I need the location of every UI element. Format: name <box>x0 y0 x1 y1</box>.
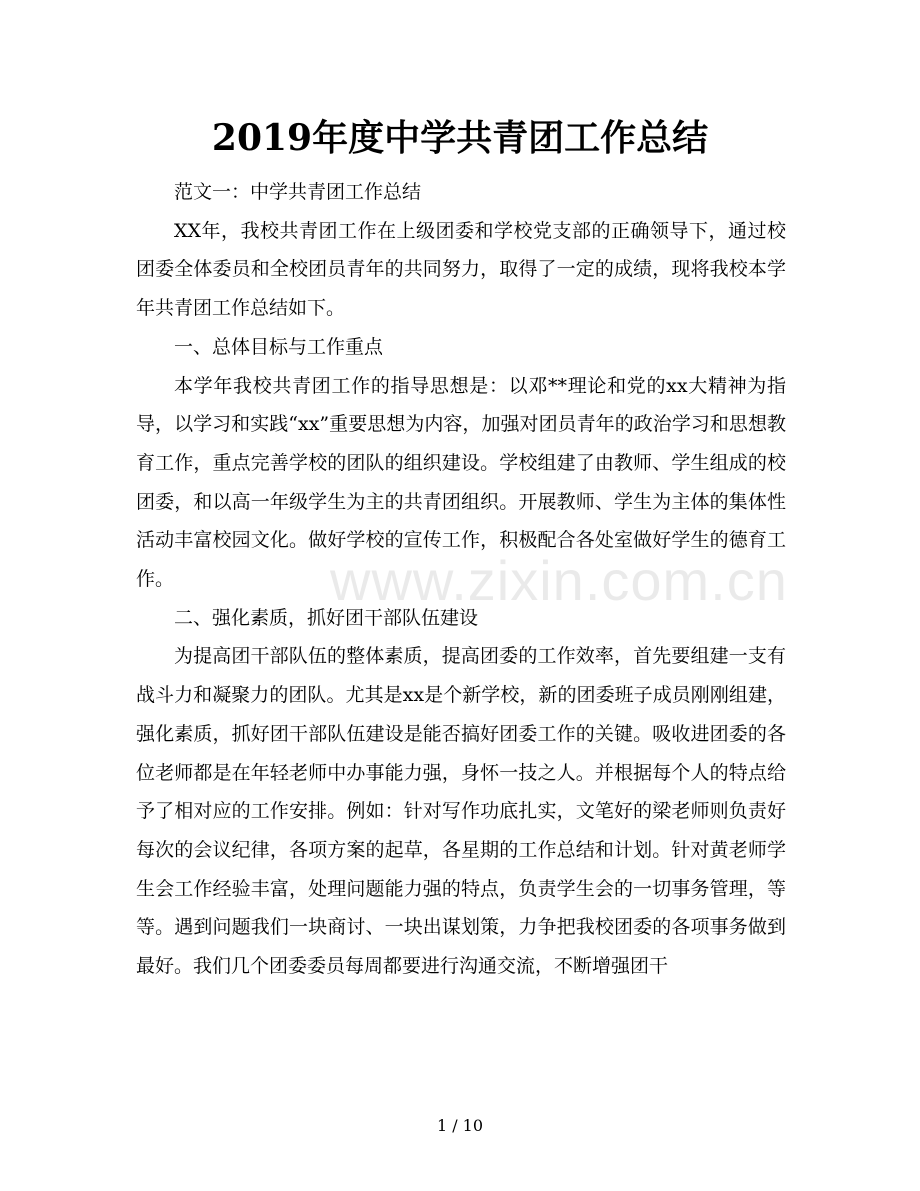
section-heading-2: 二、强化素质，抓好团干部队伍建设 <box>174 606 479 629</box>
page-number: 1 / 10 <box>436 1116 484 1135</box>
paragraph-section-1: 本学年我校共青团工作的指导思想是：以邓**理论和党的xx大精神为指导，以学习和实践“xx”重要思想为内容，加强对团员青年的政治学习和思想教育工作，重点完善学校的团队的组织建设。学校组建了由教师、学生组成的校团委，和以高一年级学生为主的共青团组织。开展教师、学生为主体的集体性活动丰富校园文化。做好学校的宣传工作，积极配合各处室做好学生的德育工作。 <box>136 374 786 591</box>
paragraph-sample-heading: 范文一：中学共青团工作总结 <box>174 181 422 203</box>
section-heading-1: 一、总体目标与工作重点 <box>174 335 384 358</box>
paragraph-section-2: 为提高团干部队伍的整体素质，提高团委的工作效率，首先要组建一支有战斗力和凝聚力的团队。尤其是xx是个新学校，新的团委班子成员刚刚组建，强化素质，抓好团干部队伍建设是能否搞好团委工作的关键。吸收进团委的各位老师都是在年轻老师中办事能力强，身怀一技之人。并根据每个人的特点给予了相对应的工作安排。例如：针对写作功底扎实，文笔好的梁老师则负责好每次的会议纪律，各项方案的起草，各星期的工作总结和计划。针对黄老师学生会工作经验丰富，处理问题能力强的特点，负责学生会的一切事务管理，等等。遇到问题我们一块商讨、一块出谋划策，力争把我校团委的各项事务做到最好。我们几个团委委员每周都要进行沟通交流，不断增强团干 <box>136 645 786 978</box>
paragraph-intro: XX年，我校共青团工作在上级团委和学校党支部的正确领导下，通过校团委全体委员和全校团员青年的共同努力，取得了一定的成绩，现将我校本学年共青团工作总结如下。 <box>136 219 786 320</box>
watermark-text: www.zixin.com.cn <box>330 549 788 612</box>
document-title: 2019年度中学共青团工作总结 <box>211 117 709 159</box>
